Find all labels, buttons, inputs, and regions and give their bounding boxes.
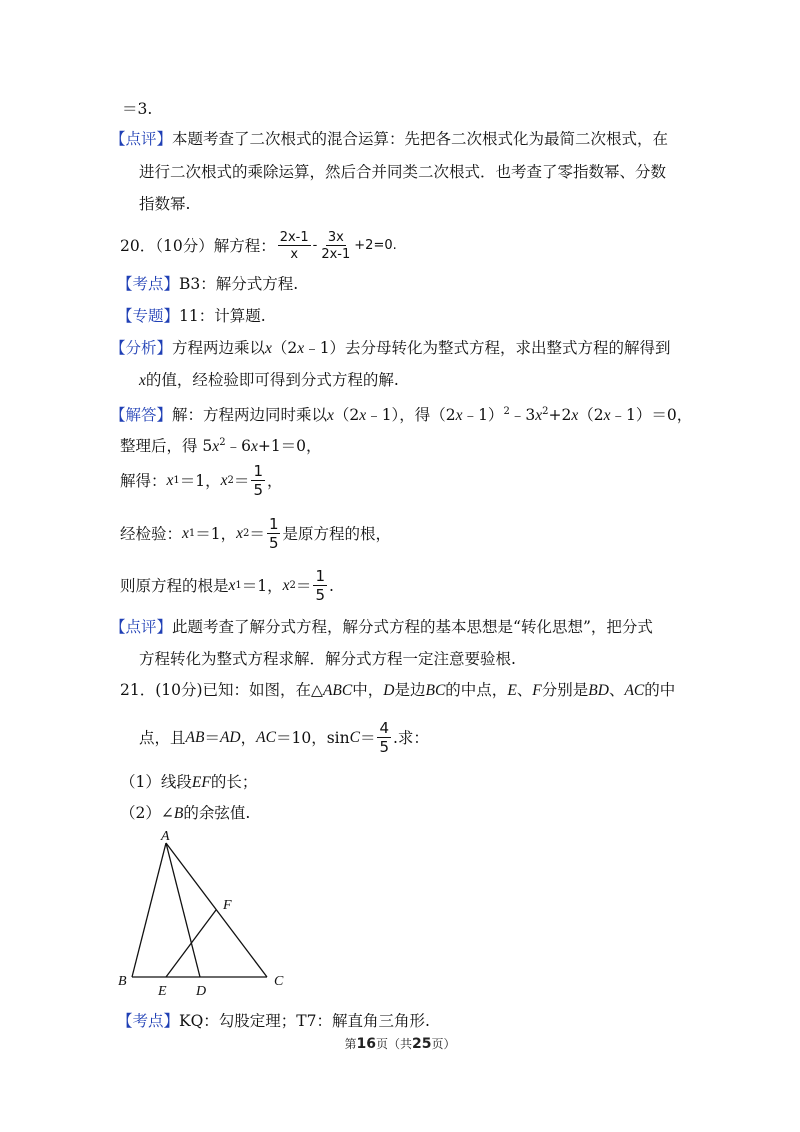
- review-tag: 【点评】: [110, 130, 173, 148]
- zhengli-line: 整理后，得 $5x^2﹣6x+1=0$，: [120, 437, 322, 456]
- review-1-line-1: 【点评】本题考查了二次根式的混合运算：先把各二次根式化为最简二次根式，在: [110, 130, 669, 148]
- question-21-line-2: 点，且 AB ＝ AD ， AC ＝10，sin C ＝ $\frac{4}{5}$ .求：: [139, 719, 429, 756]
- fraction-2: $\frac{3x}{2x-1}$: [321, 230, 351, 262]
- label-f: F: [223, 898, 232, 913]
- review-1-line-3: 指数幂.: [139, 195, 191, 213]
- label-d: D: [196, 984, 207, 999]
- fenxi-20-line-1: 【分析】方程两边乘以x（2x﹣1）去分母转化为整式方程，求出整式方程的解得到: [110, 339, 671, 357]
- jiede-line: 解得： x 1 ＝1， x 2 ＝ $\frac{1}{5}$ ，: [120, 462, 283, 499]
- review-20-line-2: 方程转化为整式方程求解．解分式方程一定注意要验根.: [139, 650, 516, 668]
- kaodian-21: 【考点】KQ：勾股定理；T7：解直角三角形.: [117, 1012, 430, 1030]
- label-b: B: [118, 974, 127, 989]
- sub-question-2: （2）∠B的余弦值.: [120, 804, 251, 822]
- side-ab: [132, 843, 166, 977]
- question-21-line-1: 21．(10分)已知：如图，在△ABC中，D是边BC的中点，E、F分别是BD、AC的中: [120, 681, 676, 699]
- jianyan-line: 经检验： x 1 ＝1， x 2 ＝ $\frac{1}{5}$ 是原方程的根，: [120, 515, 391, 552]
- fraction-1: $\frac{2x-1}{x}$: [279, 230, 309, 262]
- zhuanti-20: 【专题】11：计算题.: [117, 307, 266, 325]
- review-20-line-1: 【点评】此题考查了解分式方程，解分式方程的基本思想是“转化思想”，把分式: [110, 618, 653, 636]
- result-line: ＝3.: [122, 100, 153, 118]
- triangle-figure: [110, 825, 300, 1000]
- page-footer: 第16页（共25页）: [344, 1036, 456, 1052]
- label-c: C: [274, 974, 284, 989]
- segment-ef: [166, 910, 216, 977]
- triangle-lines: [132, 843, 267, 977]
- fenxi-20-line-2: x的值，经检验即可得到分式方程的解.: [139, 371, 399, 389]
- jieda-20: 【解答】解：方程两边同时乘以x（2x﹣1），得$(2x﹣1)^2﹣3x^2+2x(2x﹣1)=0$，: [110, 406, 693, 425]
- question-20: 20．（10分）解方程： $\frac{2x-1}{x}$ - $\frac{3x}{2x-1}$ +2=0.: [120, 230, 397, 262]
- review-1-line-2: 进行二次根式的乘除运算，然后合并同类二次根式．也考查了零指数幂、分数: [139, 163, 667, 181]
- segment-ad: [166, 843, 200, 977]
- sub-question-1: （1）线段EF的长；: [120, 773, 258, 791]
- kaodian-20: 【考点】B3：解分式方程.: [117, 275, 299, 293]
- label-e: E: [158, 984, 167, 999]
- genshi-line: 则原方程的根是 x 1 ＝1， x 2 ＝ $\frac{1}{5}$ .: [120, 567, 334, 604]
- label-a: A: [161, 829, 170, 844]
